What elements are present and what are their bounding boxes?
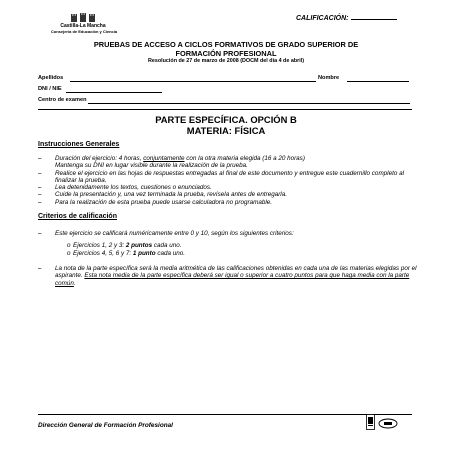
divider-bottom [38,414,412,415]
parte-heading: PARTE ESPECÍFICA. OPCIÓN B [155,114,297,125]
logo-department: Consejería de Educación y Ciencia [50,29,118,34]
footer-text: Dirección General de Formación Profesional [38,422,173,429]
apellidos-line[interactable] [70,81,316,82]
quality-seal-icon [366,414,375,430]
castilla-la-mancha-logo-icon [65,11,101,23]
materia-heading: MATERIA: FÍSICA [186,125,266,136]
resolution-text: Resolución de 27 de marzo de 2008 (DOCM del día 4 de abril) [147,58,305,64]
instruction-item: Mantenga su DNI en lugar visible durante la realización de la prueba. [55,162,248,170]
instruction-item: – Realice el ejercicio en las hojas de respuestas entregadas al final de este documento y entregue este cuadernillo completo al finalizar la prueba. [38,169,404,184]
logo-name: Castilla-La Mancha [60,23,106,29]
nombre-label: Nombre [318,75,340,81]
exam-page: Castilla-La Mancha Consejería de Educación y Ciencia CALIFICACIÓN: PRUEBAS DE ACCESO A CICLOS FORMATIVOS DE GRADO SUPERIOR DE FORMACIÓN PROFESIONAL Resolución de 27 de marzo de 2008 (DOCM del día 4 de abril) Apellidos Nombre DNI / NIE Centro de examen PARTE ESPECÍFICA. OPCIÓN B MATERIA: FÍSICA Instrucciones Generales – Duración del ejercicio: 4 horas, conjuntamente con la otra materia elegida (16 a 20 horas) Mantenga su DNI en lugar visible durante la realización de la prueba. – Realice el ejercicio en las hojas de respuestas entregadas al final de este documento y entregue este cuadernillo completo al finalizar la prueba. – Lea detenidamente los textos, cuestiones o enunciados. – Cuide la presentación y, una vez terminada la prueba, revísela antes de entregarla. – Para la realización de esta prueba puede usarse calculadora no programable. Criterios de calificación – Este ejercicio se calificará numéricamente entre 0 y 10, según los siguientes criterios: o Ejercicios 1, 2 y 3: 2 puntos cada uno. o Ejercicios 4, 5, 6 y 7: 1 punto cada uno. – La nota de la parte específica será la media aritmética de las calificaciones obtenidas en cada una de las materias elegidas por el aspirante. Esta nota media de la parte específica deberá ser igual o superior a cuatro puntos para que haga media con la parte común. Dirección General de Formación Profesional [0,0,452,452]
apellidos-label: Apellidos [38,75,64,81]
criterios-heading: Criterios de calificación [38,213,117,220]
calificacion-field [296,15,397,22]
criterio-item-1: o Ejercicios 1, 2 y 3: 2 puntos cada uno. [67,242,182,249]
instruction-item: – Duración del ejercicio: 4 horas, conjuntamente con la otra materia elegida (16 a 20 horas) [38,155,305,162]
nota-paragraph: – La nota de la parte específica será la media aritmética de las calificaciones obtenidas en cada una de las materias elegidas por el aspirante. Esta nota media de la parte específica deberá ser igual o superior a cuatro puntos para que haga media con la parte común. [38,265,417,287]
instrucciones-list [38,155,418,206]
title-line-2: FORMACIÓN PROFESIONAL [175,49,277,58]
criterio-item-2: o Ejercicios 4, 5, 6 y 7: 1 punto cada uno. [67,250,186,257]
dni-label: DNI / NIE [38,86,62,92]
centro-label: Centro de examen [38,97,87,103]
centro-line[interactable] [88,103,410,104]
instruction-item: – Lea detenidamente los textos, cuestiones o enunciados. [38,184,212,192]
instruction-item: – Cuide la presentación y, una vez terminada la prueba, revísela antes de entregarla. [38,191,287,199]
title-line-1: PRUEBAS DE ACCESO A CICLOS FORMATIVOS DE GRADO SUPERIOR DE [93,40,359,49]
nombre-line[interactable] [347,81,409,82]
instrucciones-heading: Instrucciones Generales [38,141,120,148]
divider-top [38,109,412,110]
certification-seal-icon [378,418,398,429]
dni-line[interactable] [66,92,162,93]
logo [38,11,128,33]
calificacion-label: CALIFICACIÓN: [296,15,349,22]
instruction-item: – Para la realización de esta prueba puede usarse calculadora no programable. [38,198,273,206]
calificacion-line [351,19,397,20]
